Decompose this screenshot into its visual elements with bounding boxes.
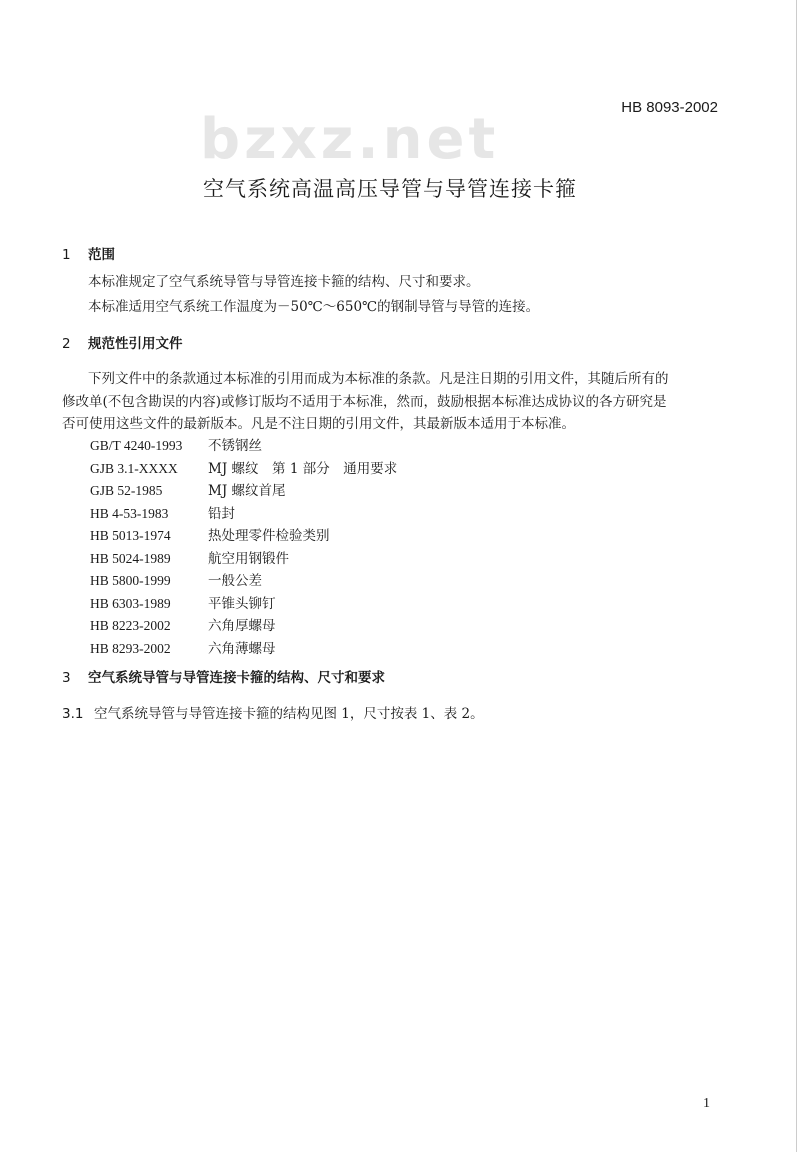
reference-item	[90, 482, 286, 500]
reference-title: 不锈钢丝	[208, 438, 262, 454]
reference-item	[90, 460, 397, 478]
reference-item	[90, 572, 262, 590]
reference-code: HB 5024-1989	[90, 550, 171, 566]
reference-code: GB/T 4240-1993	[90, 438, 183, 453]
reference-title: 六角薄螺母	[208, 640, 276, 657]
section-1-line: 本标准适用空气系统工作温度为－50℃～650℃的钢制导管与导管的连接。	[88, 299, 540, 315]
reference-title: 铅封	[208, 505, 235, 522]
reference-item	[90, 505, 235, 523]
reference-title: 一般公差	[208, 573, 262, 589]
reference-code: HB 4-53-1983	[90, 505, 169, 521]
reference-code: GJB 3.1-XXXX	[90, 460, 178, 476]
section-2-heading: 2 规范性引用文件	[62, 336, 183, 352]
section-1-heading: 1 范围	[62, 247, 115, 263]
page-number: 1	[703, 1096, 710, 1111]
reference-item	[90, 640, 276, 658]
section-2-paragraph-line: 下列文件中的条款通过本标准的引用而成为本标准的条款。凡是注日期的引用文件，其随后所有的	[88, 371, 669, 387]
clause-3-1: 3.1 空气系统导管与导管连接卡箍的结构见图 1，尺寸按表 1、表 2。	[62, 706, 484, 722]
reference-title: 六角厚螺母	[208, 618, 276, 634]
reference-code: HB 8293-2002	[90, 640, 171, 656]
document-title: 空气系统高温高压导管与导管连接卡箍	[203, 177, 577, 201]
watermark: bzxz.net	[200, 107, 500, 172]
section-3-heading: 3 空气系统导管与导管连接卡箍的结构、尺寸和要求	[62, 670, 385, 686]
section-2-paragraph-line: 修改单(不包含勘误的内容)或修订版均不适用于本标准，然而，鼓励根据本标准达成协议的各方研究是	[62, 394, 667, 410]
reference-item	[90, 437, 262, 455]
reference-item	[90, 550, 289, 568]
reference-title: 热处理零件检验类别	[208, 528, 330, 544]
reference-item	[90, 595, 276, 613]
reference-code: HB 6303-1989	[90, 595, 171, 611]
reference-title: MJ 螺纹首尾	[208, 483, 286, 499]
reference-code: HB 5800-1999	[90, 573, 171, 588]
reference-code: HB 8223-2002	[90, 618, 171, 633]
reference-title: MJ 螺纹 第 1 部分 通用要求	[208, 460, 398, 477]
reference-title: 平锥头铆钉	[208, 595, 276, 612]
section-2-paragraph-line: 否可使用这些文件的最新版本。凡是不注日期的引用文件，其最新版本适用于本标准。	[62, 416, 575, 432]
reference-title: 航空用钢锻件	[208, 550, 289, 567]
scan-edge	[796, 0, 797, 1152]
reference-item	[90, 527, 330, 545]
standard-number: HB 8093-2002	[621, 99, 718, 116]
reference-code: GJB 52-1985	[90, 483, 163, 498]
section-1-line: 本标准规定了空气系统导管与导管连接卡箍的结构、尺寸和要求。	[88, 274, 480, 290]
reference-item	[90, 617, 276, 635]
reference-code: HB 5013-1974	[90, 528, 171, 543]
